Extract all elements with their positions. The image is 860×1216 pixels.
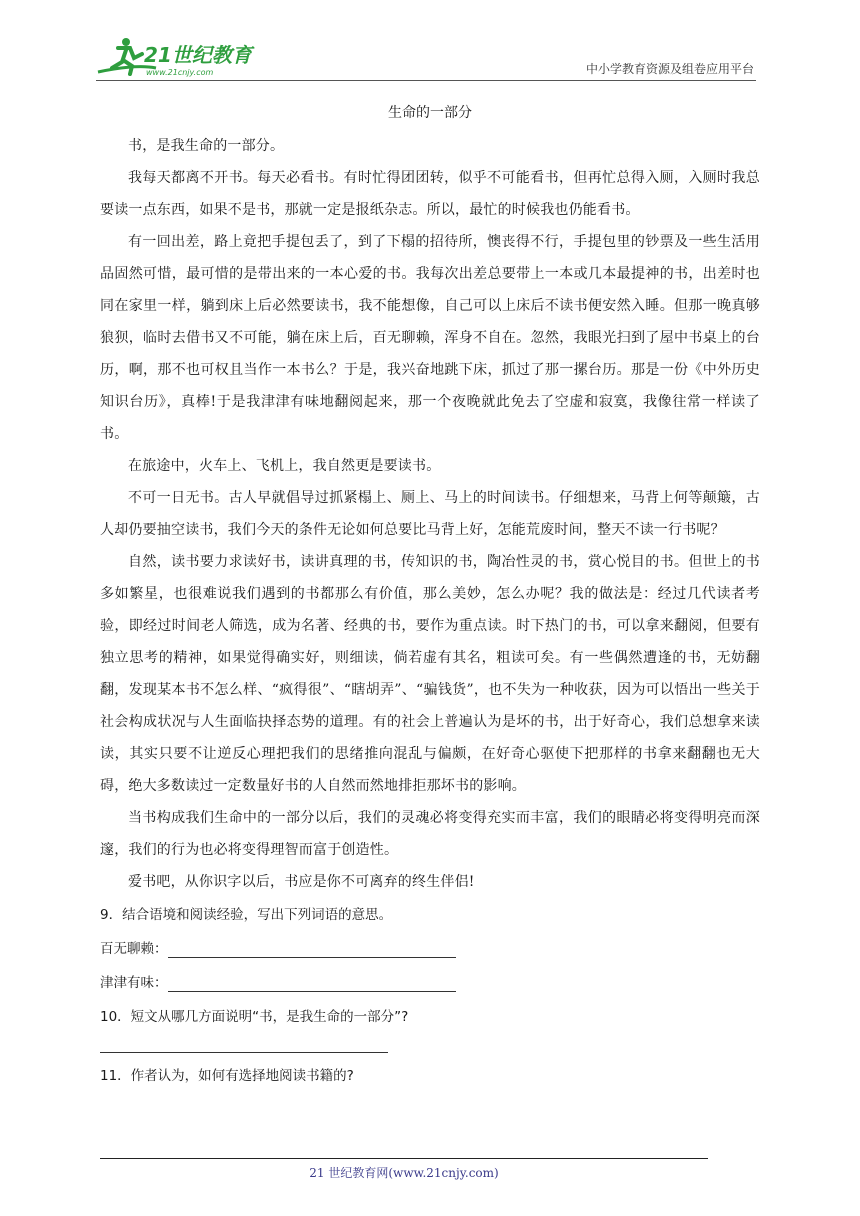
document-body — [100, 96, 760, 1093]
paragraph: 自然，读书要力求读好书，读讲真理的书，传知识的书，陶冶性灵的书，赏心悦目的书。但世上的书多如繁星，也很难说我们遇到的书都那么有价值，那么美妙，怎么办呢？我的做法是：经过几代读者考验，即经过时间老人筛选，成为名著、经典的书，要作为重点读。时下热门的书，可以拿来翻阅，但要有独立思考的精神，如果觉得确实好，则细读，倘若虚有其名，粗读可矣。有一些偶然遭逢的书，无妨翻翻，发现某本书不怎么样、“疯得很”、“瞎胡弄”、“骗钱货”，也不失为一种收获，因为可以悟出一些关于社会构成状况与人生面临抉择态势的道理。有的社会上普遍认为是坏的书，出于好奇心，我们总想拿来读读，其实只要不让逆反心理把我们的思绪推向混乱与偏颇，在好奇心驱使下把那样的书拿来翻翻也无大碍，绝大多数读过一定数量好书的人自然而然地排拒那坏书的影响。 — [100, 554, 760, 794]
article-title: 生命的一部分 — [388, 105, 472, 121]
page-header — [96, 34, 756, 81]
question-9: 9．结合语境和阅读经验，写出下列词语的意思。 — [100, 907, 393, 923]
q9-term-1: 百无聊赖： — [100, 941, 168, 957]
question-11: 11．作者认为，如何有选择地阅读书籍的? — [100, 1068, 354, 1084]
answer-blank[interactable] — [168, 933, 456, 958]
paragraph: 书，是我生命的一部分。 — [128, 138, 285, 154]
paragraph: 当书构成我们生命中的一部分以后，我们的灵魂必将变得充实而丰富，我们的眼睛必将变得明亮而深邃，我们的行为也必将变得理智而富于创造性。 — [100, 810, 760, 858]
logo-url: www.21cnjy.com — [146, 68, 214, 77]
footer-divider — [100, 1158, 708, 1159]
question-10: 10．短文从哪几方面说明“书，是我生命的一部分”? — [100, 1009, 409, 1025]
paragraph: 在旅途中，火车上、飞机上，我自然更是要读书。 — [128, 458, 441, 474]
platform-name: 中小学教育资源及组卷应用平台 — [585, 62, 754, 76]
q9-term-2-row — [100, 966, 760, 1000]
page-footer: 21 世纪教育网(www.21cnjy.com) — [309, 1166, 499, 1180]
paragraph: 爱书吧，从你识字以后，书应是你不可离弃的终生伴侣! — [128, 874, 475, 890]
paragraph: 我每天都离不开书。每天必看书。有时忙得团团转，似乎不可能看书，但再忙总得入厕，入厕时我总要读一点东西，如果不是书，那就一定是报纸杂志。所以，最忙的时候我也仍能看书。 — [100, 170, 760, 218]
q9-term-2: 津津有味： — [100, 975, 168, 991]
site-logo — [96, 34, 276, 78]
paragraph: 不可一日无书。古人早就倡导过抓紧榻上、厕上、马上的时间读书。仔细想来，马背上何等颠簸，古人却仍要抽空读书，我们今天的条件无论如何总要比马背上好，怎能荒废时间，整天不读一行书呢？ — [100, 490, 760, 538]
answer-blank[interactable] — [168, 967, 456, 992]
q9-term-1-row — [100, 932, 760, 966]
answer-line[interactable] — [100, 1034, 388, 1053]
paragraph: 有一回出差，路上竟把手提包丢了，到了下榻的招待所，懊丧得不行，手提包里的钞票及一些生活用品固然可惜，最可惜的是带出来的一本心爱的书。我每次出差总要带上一本或几本最提神的书，出差时也同在家里一样，躺到床上后必然要读书，我不能想像，自己可以上床后不读书便安然入睡。但那一晚真够狼狈，临时去借书又不可能，躺在床上后，百无聊赖，浑身不自在。忽然，我眼光扫到了屋中书桌上的台历，啊，那不也可权且当作一本书么？于是，我兴奋地跳下床，抓过了那一摞台历。那是一份《中外历史知识台历》，真棒!于是我津津有味地翻阅起来，那一个夜晚就此免去了空虚和寂寞，我像往常一样读了书。 — [100, 234, 760, 442]
logo-text: 21世纪教育 — [144, 43, 252, 67]
